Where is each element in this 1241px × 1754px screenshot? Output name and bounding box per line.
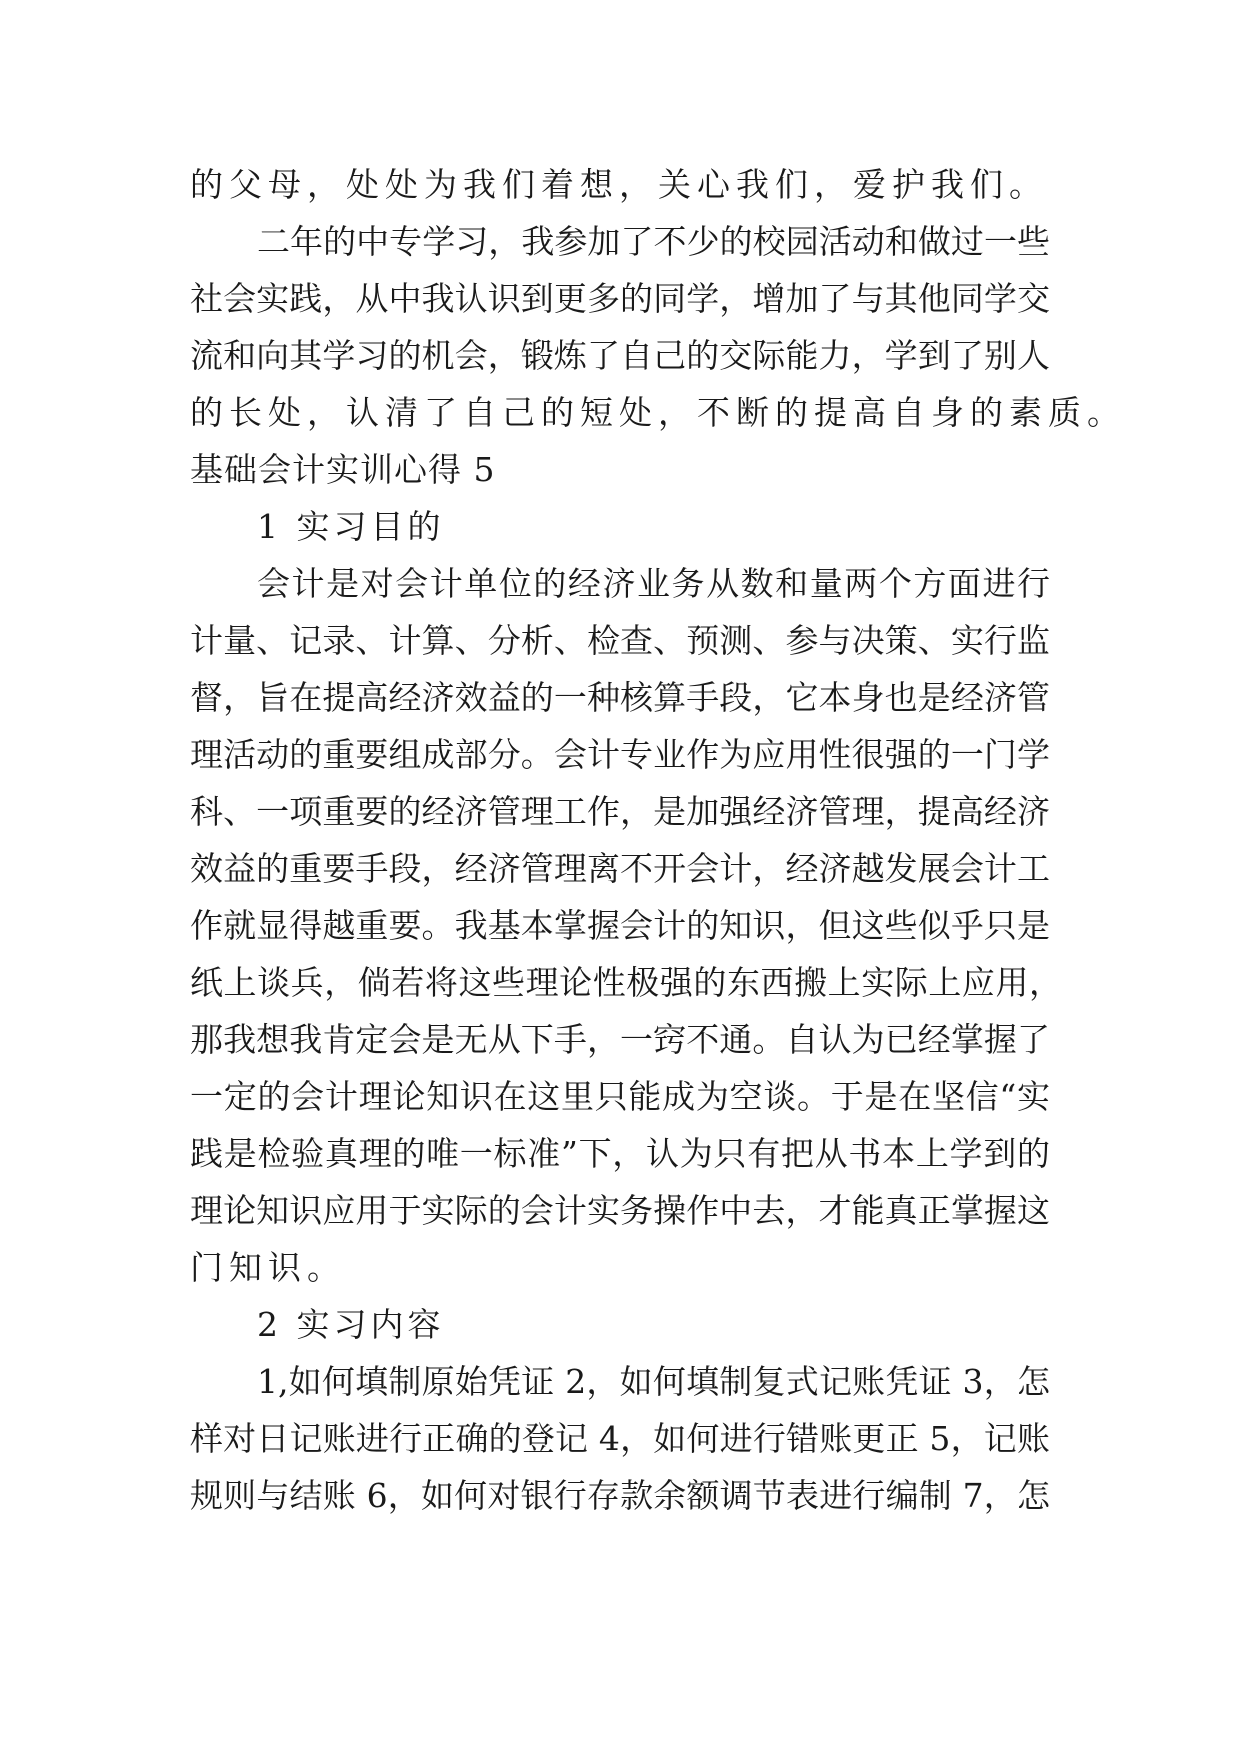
text-line: 样对日记账进行正确的登记 4，如何进行错账更正 5，记账 (190, 1419, 1050, 1458)
text-line: 计量、记录、计算、分析、检查、预测、参与决策、实行监 (190, 621, 1050, 660)
text-line: 效益的重要手段，经济管理离不开会计，经济越发展会计工 (190, 849, 1050, 888)
text-line: 纸上谈兵，倘若将这些理论性极强的东西搬上实际上应用， (190, 963, 1062, 1002)
text-line: 流和向其学习的机会，锻炼了自己的交际能力，学到了别人 (190, 336, 1050, 375)
text-line: 门知识。 (190, 1248, 346, 1287)
subsection-heading: 1 实习目的 (257, 507, 445, 546)
text-line: 规则与结账 6，如何对银行存款余额调节表进行编制 7，怎 (190, 1476, 1050, 1515)
text-line: 理论知识应用于实际的会计实务操作中去，才能真正掌握这 (190, 1191, 1050, 1230)
text-line: 践是检验真理的唯一标准”下，认为只有把从书本上学到的 (190, 1134, 1050, 1173)
text-line: 一定的会计理论知识在这里只能成为空谈。于是在坚信“实 (190, 1077, 1050, 1116)
text-line: 那我想我肯定会是无从下手，一窍不通。自认为已经掌握了 (190, 1020, 1050, 1059)
text-line: 社会实践，从中我认识到更多的同学，增加了与其他同学交 (190, 279, 1050, 318)
paragraph-first-line: 1,如何填制原始凭证 2，如何填制复式记账凭证 3，怎 (257, 1362, 1050, 1401)
text-line: 督，旨在提高经济效益的一种核算手段，它本身也是经济管 (190, 678, 1050, 717)
paragraph-first-line: 二年的中专学习，我参加了不少的校园活动和做过一些 (257, 222, 1050, 261)
paragraph-first-line: 会计是对会计单位的经济业务从数和量两个方面进行 (257, 564, 1050, 603)
text-line: 理活动的重要组成部分。会计专业作为应用性很强的一门学 (190, 735, 1050, 774)
text-line: 科、一项重要的经济管理工作，是加强经济管理，提高经济 (190, 792, 1050, 831)
subsection-heading: 2 实习内容 (257, 1305, 445, 1344)
text-line: 的长处，认清了自己的短处，不断的提高自身的素质。 (190, 393, 1126, 432)
text-line: 作就显得越重要。我基本掌握会计的知识，但这些似乎只是 (190, 906, 1050, 945)
section-heading: 基础会计实训心得 5 (190, 450, 496, 489)
text-line: 的父母，处处为我们着想，关心我们，爱护我们。 (190, 165, 1048, 204)
